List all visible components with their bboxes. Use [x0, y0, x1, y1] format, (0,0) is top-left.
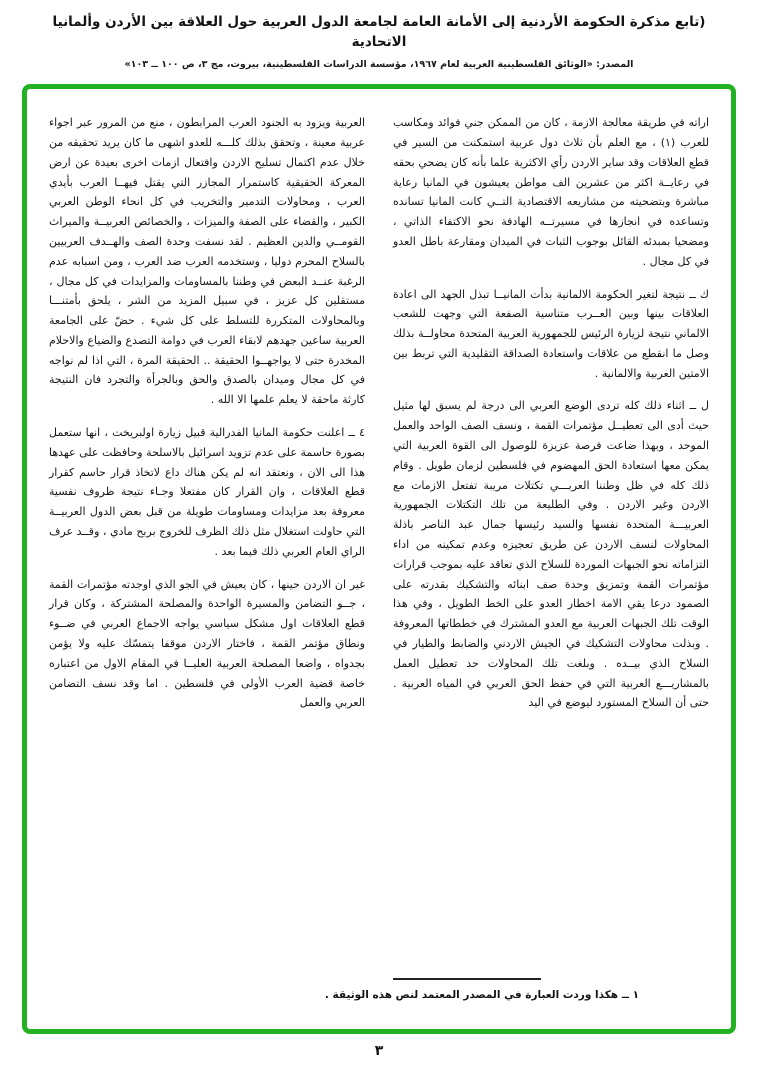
footnote-area — [49, 978, 709, 1003]
paragraph: ك ــ نتيجة لتغير الحكومة الالمانية بدأت المانيــا تبذل الجهد الى اعادة العلاقات بينها وبين العــرب متناسية الصفعة التي وجهت للشعب الالماني نتيجة لزيارة الرئيس للجمهورية العربية المتحدة محاولــة بذلك وصل ما انقطع من علاقات واستعادة الصداقة التقليدية التي تربط بين الامتين العربية والالمانية . — [393, 287, 709, 380]
paragraph: غير ان الاردن حينها ، كان يعيش في الجو الذي اوجدته مؤتمرات القمة ، جــو التضامن والمسيرة الواحدة والمصلحة المشتركة ، وكان قرار قطع العلاقات اول مشكل سياسي يواجه الاجماع العربي في ضــوء ونطاق مؤتمر القمة ، فاختار الاردن موقفا يتمسّك عليه ولا يؤمن بجدواه ، واضعا المصلحة العربية العليــا في المقام الاول من اعتباره خاصة قضية العرب الأولى في فلسطين . اما وقد نسف التضامن العربي والعمل — [49, 577, 365, 710]
footnote: ١ ــ هكذا وردت العبارة في المصدر المعتمد لنص هذه الوثيقة . — [324, 989, 639, 1002]
text-columns — [49, 113, 709, 978]
column-right — [393, 113, 709, 713]
column-left — [49, 113, 365, 713]
paragraph: اراته في طريقة معالجة الازمة ، كان من الممكن جني فوائد ومكاسب للعرب (١) ، مع العلم بأن ثلاث دول عربية استمكنت من السير في قطع العلاقات وقد ساير الاردن رأي الاكثرية علما بأنه كان يضحي بحقه في رعايــة اكثر من عشرين الف مواطن يعيشون في المانيا رعاية مباشرة وبتضحيته من مشاريعه الاقتصادية التــي كانت المانيا تسانده وتساعده في انجازها في مسيرتــه الهادفة نحو الاكتفاء الذاتي ، ومضحيا بمبدئه القائل بوجوب الثبات في الميدان ومقارعة باطل العدو في كل مجال . — [393, 116, 710, 268]
paragraph: ٤ ــ اعلنت حكومة المانيا الفدرالية قبيل زيارة اولبريخت ، انها ستعمل بصورة حاسمة على عدم تزويد اسرائيل بالاسلحة وحافظت على عهدها هذا الى الان ، ونعتقد انه لم يكن هناك داع لاتخاذ قرار حاسم كقرار قطع العلاقات ، وان القرار كان مفتعلا وجـاء نتيجة ظروف نفسية معروفة بعد مزايدات ومساومات طويلة من قبل بعض الدول العربيــة التي حاولت استغلال مثل ذلك الظرف للخروج بربح مادي ، وقــد عرف الراي العام العربي ذلك فيما بعد . — [49, 426, 365, 558]
source-line: المصدر: «الوثائق الفلسطينية العربية لعام ١٩٦٧، مؤسسة الدراسات الفلسطينية، بيروت، مج ٣، ص ١٠٠ ــ ١٠٣» — [124, 59, 634, 71]
document-title: (تابع مذكرة الحكومة الأردنية إلى الأمانة العامة لجامعة الدول العربية حول العلاقة بين الأردن وألمانيا الاتحادية — [52, 14, 706, 50]
content-box — [22, 84, 736, 1034]
document-header — [0, 0, 758, 70]
paragraph: العربية ويزود به الجنود العرب المرابطون ، منع من المرور عبر اجواء عربية معينة ، وتحقق بذلك كلـــه للعدو اشهى ما كان يريد تحقيقه من خلال عدم اكتمال تسليح الاردن وافتعال ازمات اخرى بعيدة عن ارض المعركة الحقيقية كاستمرار المجازر التي يقتل فيهــا العرب بأيدي العرب ، ومحاولات التدمير والتخريب في كل انحاء الوطن العربي الكبير ، والقضاء على الصفة والميزات ، والخصائص العربيــة والميراث القومــي والدين العظيم . لقد نسفت وحدة الصف والهــدف العربيين بالسلاح المحرم دوليا ، وستخدمه العرب ضد العرب ، ومن اسبابه عدم الرغبة عنــد البعض في وطننا بالمساومات والمزايدات في كل مجال ، مستقلين كل عزيز ، في سبيل المزيد من الشر ، يلحق بأمتنـــا وبالمحاولات المتكررة للتسلط على كل شيء . حضّ على الجامعة العربية ساعين جهدهم لابقاء العرب في دوامة التصدع والضياع والاحلام المخدرة حتى لا يواجهــوا الحقيقة .. الحقيقة المرة ، التي اذا لم نواجه في كل مجال وميدان بالصدق والحق وبالجرأة والتجرد فان النتيجة كارثة ماحقة لا يعلم علمها الا الله . — [49, 116, 365, 407]
paragraph: ل ــ اثناء ذلك كله تردى الوضع العربي الى درجة لم يسبق لها مثيل حيث أدى الى تعطيــل مؤتمرات القمة ، ونسف الصف الواحد والعمل الموحد ، وبهذا ضاعت فرصة عزيزة للوصول الى القوة العربية التي يمكن معها استعادة الحق المهضوم في فلسطين لزمان طويل . وقام ذلك كله في ظل وطننا العربـــي تكتلات مريبة تفتعل الازمات مع الاردن وغير الاردن . وفي الطليعة من تلك التكتلات الجمهورية العربيـــة المتحدة نفسها والسيد رئيسها جمال عبد الناصر باذلة المحاولات لنسف الاردن عن طريق تعجيزه وعدم تمكينه من اداء التزاماته نحو الجبهات الموردة للسلاح الذي تعاقد عليه بموجب قرارات مؤتمرات القمة وتمزيق وحدة صف ابنائه والتشكيك بقدرته على الصمود درعا يقي الامة اخطار العدو على الخط الطويل ، وفي هذا الوقت تلك الجبهات العربية مع العدو المشترك في خططاتها المعروفة . وبذلت محاولات التشكيك في الجيش الاردني والضابط والطيار في السلاح الذي بيــده . وبلغت تلك المحاولات حد تعطيل العمل بالمشاريـــع العربية التي في حفظ الحق العربي في المياه العربية . حتى أن السلاح المستورد ليوضع في اليد — [393, 399, 709, 710]
page-number: ٣ — [374, 1043, 384, 1060]
footnote-divider — [393, 978, 541, 980]
